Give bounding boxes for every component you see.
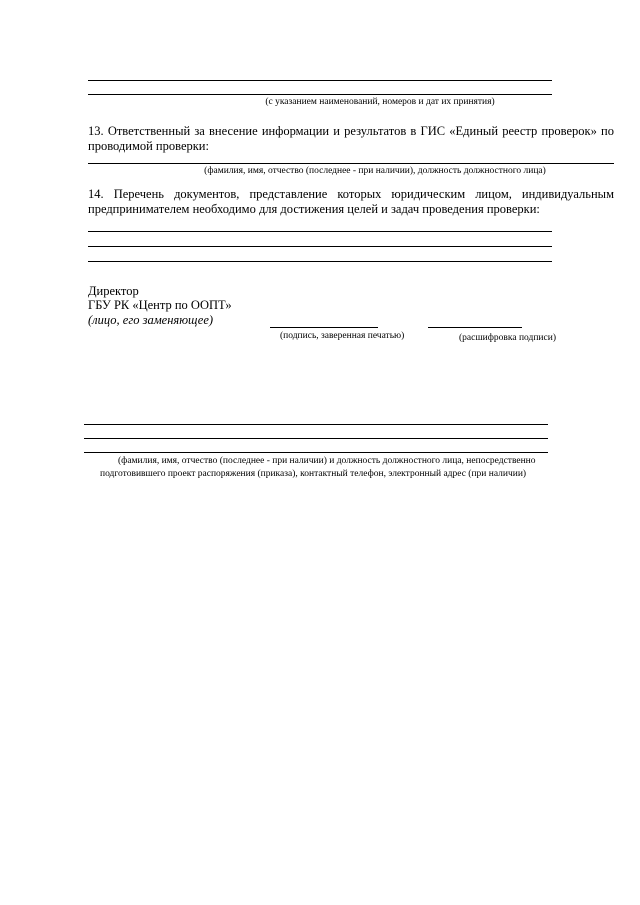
blank-line: [88, 163, 614, 164]
blank-line: [88, 261, 552, 262]
signature-caption: (подпись, заверенная печатью): [280, 331, 405, 341]
blank-line: [88, 94, 552, 95]
signer-organization: ГБУ РК «Центр по ООПТ»: [88, 298, 232, 312]
caption-responsible: (фамилия, имя, отчество (последнее - при наличии), должность должностного лица): [204, 166, 546, 176]
signer-title: Директор: [88, 284, 139, 298]
item-14-text: 14. Перечень документов, представление которых юридическим лицом, индивидуальным предпринимателем необходимо для достижения целей и задач проведения проверки:: [88, 187, 614, 216]
blank-line: [84, 438, 548, 439]
blank-line: [84, 424, 548, 425]
preparer-caption-line-2: подготовившего проект распоряжения (приказа), контактный телефон, электронный адрес (при наличии): [100, 469, 527, 479]
blank-line: [84, 452, 548, 453]
signer-deputy-note: (лицо, его заменяющее): [88, 313, 214, 327]
blank-line: [88, 231, 552, 232]
signature-line: [270, 327, 378, 328]
blank-line: [88, 246, 552, 247]
caption-acts: (с указанием наименований, номеров и дат их принятия): [265, 97, 495, 107]
preparer-caption-line-1: (фамилия, имя, отчество (последнее - при наличии) и должность должностного лица, непосредственно: [118, 456, 536, 466]
blank-line: [88, 80, 552, 81]
decoding-caption: (расшифровка подписи): [459, 333, 556, 343]
decoding-line: [428, 327, 522, 328]
item-13-text: 13. Ответственный за внесение информации и результатов в ГИС «Единый реестр проверок» по проводимой проверки:: [88, 124, 614, 153]
